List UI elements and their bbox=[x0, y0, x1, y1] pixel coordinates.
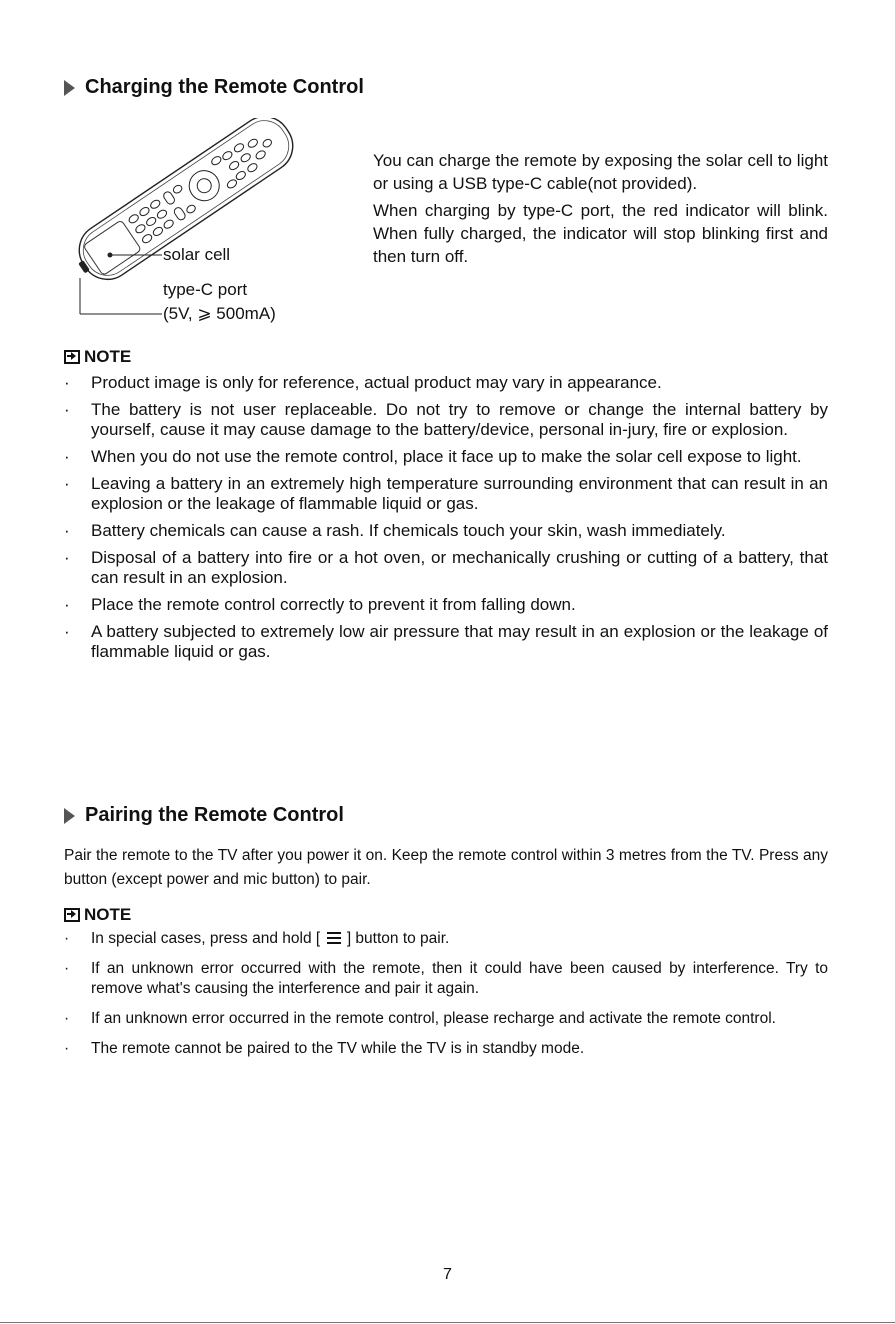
note-label: NOTE bbox=[84, 347, 132, 366]
note-item: · When you do not use the remote control, place it face up to make the solar cell expose to light. bbox=[64, 447, 802, 466]
note-item: · The remote cannot be paired to the TV while the TV is in standby mode. bbox=[64, 1040, 585, 1057]
type-c-port-callout: type-C port bbox=[163, 280, 248, 299]
note-item: · If an unknown error occurred in the remote control, please recharge and activate the remote control. bbox=[64, 1010, 776, 1027]
charging-notes-list bbox=[64, 373, 828, 669]
intro-paragraph: You can charge the remote by exposing the solar cell to light or using a USB type-C cable(not provided). bbox=[373, 151, 828, 193]
pairing-title-text: Pairing the Remote Control bbox=[85, 804, 344, 826]
pairing-section-title bbox=[64, 804, 344, 827]
menu-icon bbox=[327, 932, 341, 944]
section-arrow-icon bbox=[64, 80, 75, 96]
charging-title-text: Charging the Remote Control bbox=[85, 76, 364, 98]
pairing-intro: Pair the remote to the TV after you power it on. Keep the remote control within 3 metres from the TV. Press any button (except power and mic button) to pair. bbox=[64, 847, 828, 888]
note-heading bbox=[64, 905, 131, 925]
note-item: · Place the remote control correctly to prevent it from falling down. bbox=[64, 595, 576, 614]
note-item: · Disposal of a battery into fire or a hot oven, or mechanically crushing or cutting of a battery, that can result in an explosion. bbox=[64, 548, 828, 587]
note-item: · If an unknown error occurred with the remote, then it could have been caused by interference. Try to remove what's causing the interference and pair it again. bbox=[64, 960, 828, 997]
note-arrow-icon bbox=[64, 350, 80, 364]
charging-section-title bbox=[64, 76, 364, 99]
note-item: · Leaving a battery in an extremely high temperature surrounding environment that can result in an explosion or the leakage of flammable liquid or gas. bbox=[64, 474, 828, 513]
page-bottom-rule bbox=[0, 1322, 895, 1323]
note-item: · A battery subjected to extremely low air pressure that may result in an explosion or the leakage of flammable liquid or gas. bbox=[64, 622, 828, 661]
solar-cell-callout: solar cell bbox=[163, 245, 231, 264]
section-arrow-icon bbox=[64, 808, 75, 824]
note-item: · Battery chemicals can cause a rash. If chemicals touch your skin, wash immediately. bbox=[64, 521, 726, 540]
intro-paragraph: When charging by type-C port, the red indicator will blink. When fully charged, the indicator will stop blinking first and then turn off. bbox=[373, 201, 828, 266]
note-item: · In special cases, press and hold [ ] button to pair. bbox=[64, 930, 450, 947]
note-label: NOTE bbox=[84, 905, 132, 924]
charging-intro bbox=[373, 149, 828, 272]
note-heading bbox=[64, 347, 131, 367]
note-item: · The battery is not user replaceable. Do not try to remove or change the internal battery by yourself, cause it may cause damage to the battery/device, personal in-jury, fire or explosion. bbox=[64, 400, 828, 439]
port-spec-callout: (5V, ⩾ 500mA) bbox=[163, 304, 276, 323]
pairing-notes-list bbox=[64, 929, 828, 1069]
page-number: 7 bbox=[443, 1266, 452, 1283]
note-item: · Product image is only for reference, actual product may vary in appearance. bbox=[64, 373, 662, 392]
note-arrow-icon bbox=[64, 908, 80, 922]
